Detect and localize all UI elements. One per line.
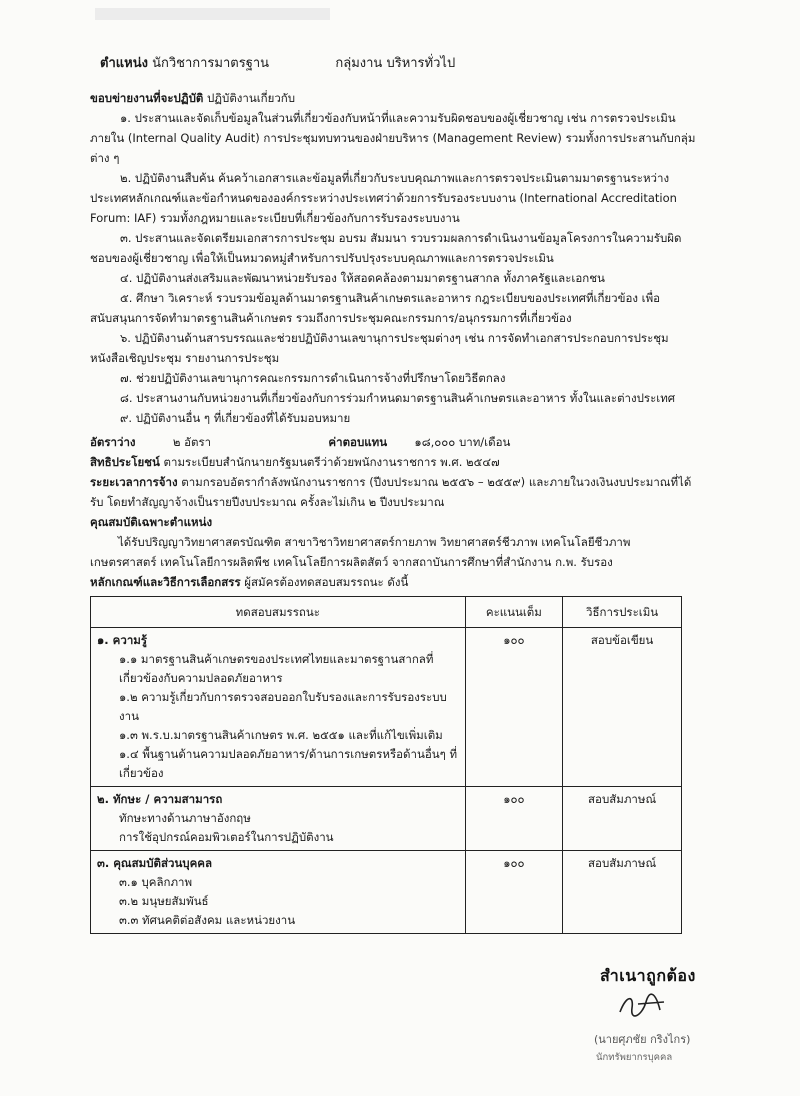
competency-item: การใช้อุปกรณ์คอมพิวเตอร์ในการปฏิบัติงาน [119,830,334,844]
vacancy-value: ๒ อัตรา [172,435,212,449]
scope-item: ๓. ประสานและจัดเตรียมเอกสารการประชุม อบรม สัมมนา รวบรวมผลการดำเนินงานข้อมูลโครงการในความรับผิดชอบของผู้เชี่ยวชาญ เพื่อให้เป็นหมวดหมู่สำหรับการปรับปรุงระบบคุณภาพและการตรวจประเมิน [90,231,682,265]
competency-cell [91,628,466,787]
competency-item: ๓.๑ บุคลิกภาพ [119,875,193,889]
competency-item: ๑.๑ มาตรฐานสินค้าเกษตรของประเทศไทยและมาตรฐานสากลที่เกี่ยวข้องกับความปลอดภัยอาหาร [119,652,434,685]
signer-position: นักทรัพยากรบุคคล [596,1052,673,1063]
certified-copy-stamp: สำเนาถูกต้อง [600,966,696,985]
competency-item: ๑.๒ ความรู้เกี่ยวกับการตรวจสอบออกใบรับรองและการรับรองระบบงาน [119,690,447,723]
table-header-row [91,597,682,628]
criteria-value: ผู้สมัครต้องทดสอบสมรรถนะ ดังนี้ [244,575,409,589]
pay-label: ค่าตอบแทน [328,435,388,449]
scope-item: ๙. ปฏิบัติงานอื่น ๆ ที่เกี่ยวข้องที่ได้รับมอบหมาย [120,411,351,425]
vacancy-line [90,432,700,452]
scope-item: ๑. ประสานและจัดเก็บข้อมูลในส่วนที่เกี่ยวข้องกับหน้าที่และความรับผิดชอบของผู้เชี่ยวชาญ เช่น การตรวจประเมินภายใน (Internal Quality Audit) การประชุมทบทวนของฝ่ายบริหาร (Management Review) รวมทั้งการประสานกับกลุ่มต่าง ๆ [90,111,696,165]
criteria-label: หลักเกณฑ์และวิธีการเลือกสรร [90,575,241,589]
table-header-cell: ทดสอบสมรรถนะ [91,597,466,628]
scope-item: ๖. ปฏิบัติงานด้านสารบรรณและช่วยปฏิบัติงานเลขานุการประชุมต่างๆ เช่น การจัดทำเอกสารประกอบการประชุม หนังสือเชิญประชุม รายงานการประชุม [90,331,669,365]
scope-item: ๔. ปฏิบัติงานส่งเสริมและพัฒนาหน่วยรับรอง ให้สอดคล้องตามมาตรฐานสากล ทั้งภาครัฐและเอกชน [120,271,605,285]
competency-item: ๓.๓ ทัศนคติต่อสังคม และหน่วยงาน [119,913,296,927]
scope-heading [90,88,700,108]
competency-cell [91,851,466,934]
criteria-line [90,572,700,592]
period-label: ระยะเวลาการจ้าง [90,475,178,489]
benefits-line [90,452,700,472]
signature-mark [612,990,672,1020]
table-header-cell: คะแนนเต็ม [465,597,563,628]
score-cell: ๑๐๐ [465,851,563,934]
competency-item: ๓.๒ มนุษยสัมพันธ์ [119,894,209,908]
table-row [91,851,682,934]
scope-item: ๕. ศึกษา วิเคราะห์ รวบรวมข้อมูลด้านมาตรฐานสินค้าเกษตรและอาหาร กฎระเบียบของประเทศที่เกี่ยวข้อง เพื่อสนับสนุนการจัดทำมาตรฐานสินค้าเกษตร รวมถึงการประชุมคณะกรรมการ/อนุกรรมการที่เกี่ยวข้อง [90,291,661,325]
scope-label: ขอบข่ายงานที่จะปฏิบัติ [90,91,204,105]
signer-name: (นายศุภชัย กริงไกร) [594,1033,691,1046]
competency-title: ๒. ทักษะ / ความสามารถ [97,792,223,806]
competency-table [90,596,682,934]
period-value: ตามกรอบอัตรากำลังพนักงานราชการ (ปีงบประมาณ ๒๕๕๖ – ๒๕๕๙) และภายในวงเงินงบประมาณที่ได้รับ โดยทำสัญญาจ้างเป็นรายปีงบประมาณ ครั้งละไม่เกิน ๒ ปีงบประมาณ [90,475,692,509]
scope-item: ๘. ประสานงานกับหน่วยงานที่เกี่ยวข้องกับการร่วมกำหนดมาตรฐานสินค้าเกษตรและอาหาร ทั้งในและต่างประเทศ [120,391,676,405]
score-cell: ๑๐๐ [465,787,563,851]
scan-artifact-bar [95,8,330,20]
document-body [90,88,700,934]
period-line [90,472,700,512]
position-value: นักวิชาการมาตรฐาน [152,56,270,71]
position-label: ตำแหน่ง [100,56,148,71]
competency-item: ๑.๓ พ.ร.บ.มาตรฐานสินค้าเกษตร พ.ศ. ๒๕๕๑ และที่แก้ไขเพิ่มเติม [119,728,443,742]
competency-title: ๓. คุณสมบัติส่วนบุคคล [97,856,213,870]
scope-item: ๗. ช่วยปฏิบัติงานเลขานุการคณะกรรมการดำเนินการจ้างที่ปรึกษาโดยวิธีตกลง [120,371,506,385]
competency-cell [91,787,466,851]
table-header-cell: วิธีการประเมิน [563,597,682,628]
table-row [91,628,682,787]
position-header [100,52,455,73]
table-row [91,787,682,851]
benefits-value: ตามระเบียบสำนักนายกรัฐมนตรีว่าด้วยพนักงานราชการ พ.ศ. ๒๕๔๗ [163,455,500,469]
competency-title: ๑. ความรู้ [97,633,148,647]
score-cell: ๑๐๐ [465,628,563,787]
vacancy-label: อัตราว่าง [90,435,136,449]
method-cell: สอบสัมภาษณ์ [563,851,682,934]
group-value: บริหารทั่วไป [386,56,456,71]
scope-value: ปฏิบัติงานเกี่ยวกับ [207,91,296,105]
qualification-text: ได้รับปริญญาวิทยาศาสตรบัณฑิต สาขาวิชาวิทยาศาสตร์กายภาพ วิทยาศาสตร์ชีวภาพ เทคโนโลยีชีวภาพ เกษตรศาสตร์ เทคโนโลยีการผลิตพืช เทคโนโลยีการผลิตสัตว์ จากสถาบันการศึกษาที่สำนักงาน ก.พ. รับรอง [90,535,631,569]
scope-item: ๒. ปฏิบัติงานสืบค้น ค้นคว้าเอกสารและข้อมูลที่เกี่ยวกับระบบคุณภาพและการตรวจประเมินตามมาตรฐานระหว่างประเทศหลักเกณฑ์และข้อกำหนดขององค์กรระหว่างประเทศว่าด้วยการรับรองระบบงาน (International Accreditation Forum: IAF) รวมทั้งกฎหมายและระเบียบที่เกี่ยวข้องกับการรับรองระบบงาน [90,171,677,225]
pay-value: ๑๘,๐๐๐ บาท/เดือน [414,435,511,449]
group-label: กลุ่มงาน [335,56,383,71]
method-cell: สอบสัมภาษณ์ [563,787,682,851]
competency-item: ทักษะทางด้านภาษาอังกฤษ [119,811,251,825]
competency-item: ๑.๔ พื้นฐานด้านความปลอดภัยอาหาร/ด้านการเกษตรหรือด้านอื่นๆ ที่เกี่ยวข้อง [119,747,458,780]
qualification-label: คุณสมบัติเฉพาะตำแหน่ง [90,515,213,529]
method-cell: สอบข้อเขียน [563,628,682,787]
benefits-label: สิทธิประโยชน์ [90,455,160,469]
